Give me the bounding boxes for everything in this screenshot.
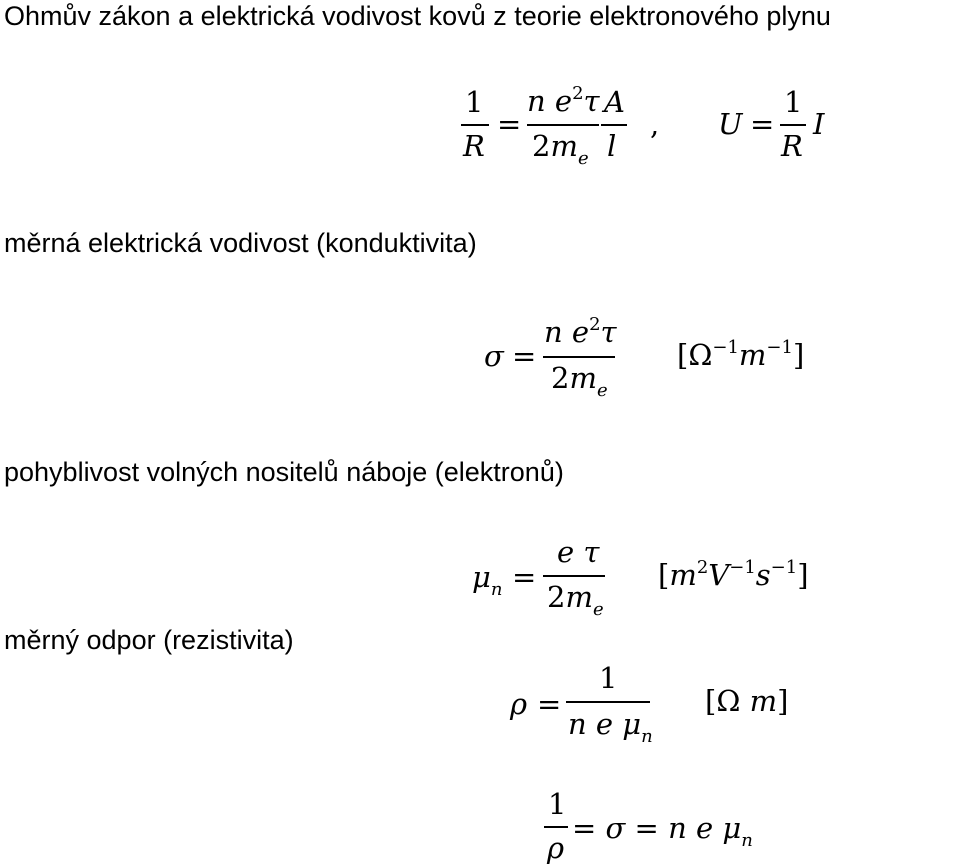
rho-unit: [Ω m]	[705, 684, 789, 718]
mu-numerator: e τ	[557, 535, 600, 569]
ohm-lhs-fraction-bar	[461, 124, 489, 126]
sigma-fraction-bar	[543, 356, 615, 358]
ohm-voltage-equals: =	[750, 107, 775, 141]
rho-fraction-bar	[566, 701, 650, 703]
ohm-voltage: U	[718, 107, 743, 141]
ohm-rhs-numerator: n $e^2\tau$	[527, 83, 600, 118]
rho-denominator: n e $\mu_n$	[568, 707, 653, 747]
resistivity-heading: měrný odpor (rezistivita)	[4, 625, 294, 655]
ohm-voltage-fraction-bar	[780, 124, 806, 126]
mu-fraction-bar	[543, 575, 605, 577]
rho-equals: =	[537, 687, 562, 721]
final-numerator: 1	[548, 787, 567, 821]
mu-symbol: $\mu_n$	[472, 560, 503, 600]
ohm-geometry-fraction-bar	[601, 124, 627, 126]
ohm-geometry-numerator: A	[604, 85, 625, 119]
rho-symbol: ρ	[510, 687, 528, 721]
mu-unit: $[m^2V^{-1}s^{-1}]$	[658, 557, 809, 592]
mu-equals: =	[512, 560, 537, 594]
conductivity-heading: měrná elektrická vodivost (konduktivita)	[4, 228, 477, 258]
ohm-rhs-fraction-bar	[527, 124, 599, 126]
ohm-current: I	[813, 107, 825, 141]
sigma-unit: $[\Omega^{-1}m^{-1}]$	[677, 337, 805, 372]
sigma-denominator: $2m_e$	[551, 361, 608, 401]
sigma-numerator: n $e^2\tau$	[544, 314, 617, 349]
mobility-heading: pohyblivost volných nositelů náboje (elektronů)	[4, 457, 564, 487]
final-denominator: ρ	[547, 831, 565, 865]
page-title: Ohmův zákon a elektrická vodivost kovů z teorie elektronového plynu	[4, 1, 831, 31]
rho-numerator: 1	[599, 661, 618, 695]
sigma-symbol: σ	[484, 339, 504, 373]
ohm-lhs-numerator: 1	[465, 85, 484, 119]
ohm-voltage-denominator: R	[781, 129, 803, 163]
mu-denominator: $2m_e$	[547, 580, 604, 620]
ohm-lhs-denominator: R	[463, 129, 485, 163]
ohm-geometry-denominator: l	[607, 129, 617, 163]
ohm-equals: =	[497, 107, 522, 141]
final-expression: = σ = n e $\mu_n$	[572, 811, 753, 851]
sigma-equals: =	[512, 339, 537, 373]
ohm-rhs-denominator: $2m_e$	[532, 129, 589, 169]
final-fraction-bar	[544, 826, 568, 828]
ohm-comma: ,	[650, 107, 660, 141]
ohm-voltage-numerator: 1	[784, 85, 803, 119]
